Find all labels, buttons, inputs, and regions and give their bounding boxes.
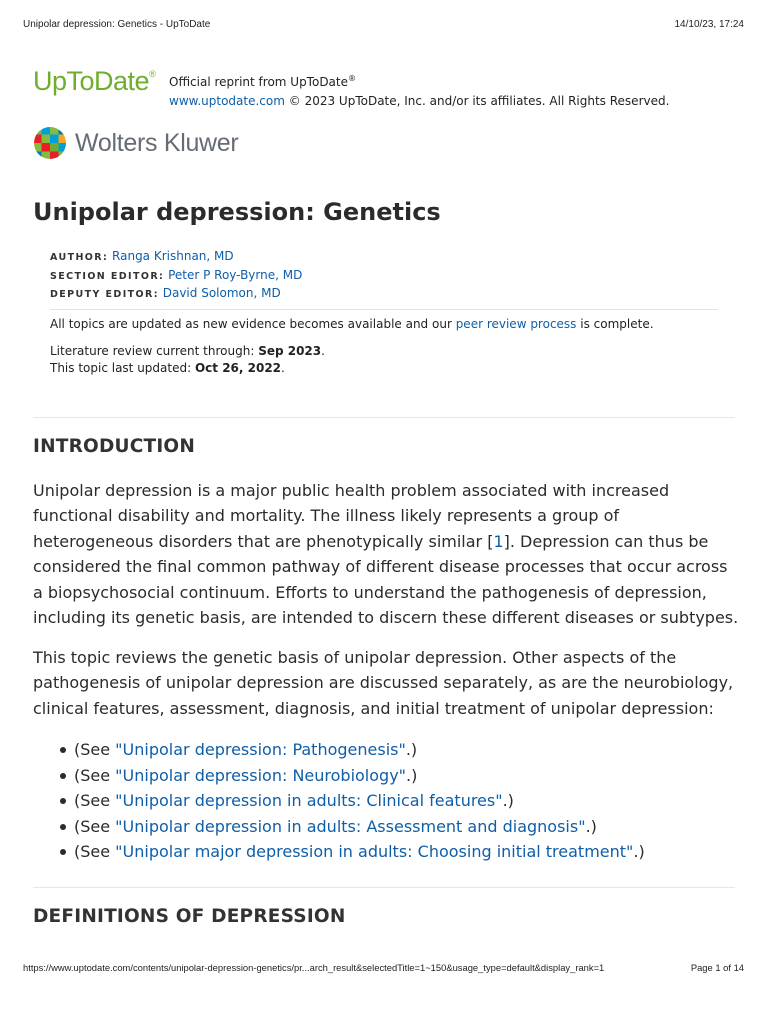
section-heading-definitions: DEFINITIONS OF DEPRESSION bbox=[33, 906, 346, 927]
print-footer-page: Page 1 of 14 bbox=[690, 962, 744, 973]
topic-link-pathogenesis[interactable]: "Unipolar depression: Pathogenesis" bbox=[115, 740, 406, 759]
wolters-kluwer-logo bbox=[33, 126, 293, 162]
list-item: (See "Unipolar major depression in adults: Choosing initial treatment".) bbox=[58, 839, 645, 865]
page-title: Unipolar depression: Genetics bbox=[33, 198, 441, 226]
divider bbox=[33, 887, 735, 888]
print-header-datetime: 14/10/23, 17:24 bbox=[674, 19, 744, 30]
reference-link[interactable]: 1 bbox=[493, 531, 504, 551]
contributor-role: AUTHOR: bbox=[50, 252, 109, 263]
review-dates bbox=[50, 343, 325, 377]
list-item: (See "Unipolar depression: Neurobiology".) bbox=[58, 763, 645, 789]
wolters-kluwer-name: Wolters Kluwer bbox=[75, 129, 239, 157]
peer-review-link[interactable]: peer review process bbox=[455, 317, 577, 331]
introduction-paragraph-1: Unipolar depression is a major public health problem associated with increased functional disability and mortality. The illness likely represents a group of heterogeneous disorders that are phenotypically similar [1]. Depression can thus be considered the final common pathway of different disease processes that occur across a biopsychosocial continuum. Efforts to understand the pathogenesis of depression, including its genetic basis, are intended to discern these different diseases or subtypes. bbox=[33, 481, 739, 628]
contributor-role: SECTION EDITOR: bbox=[50, 270, 165, 282]
brand-row bbox=[33, 66, 733, 106]
uptodate-site-link[interactable]: www.uptodate.com bbox=[169, 94, 285, 108]
print-header bbox=[23, 19, 744, 33]
topic-link-assessment-diagnosis[interactable]: "Unipolar depression in adults: Assessment and diagnosis" bbox=[115, 816, 586, 836]
print-footer bbox=[23, 962, 744, 976]
divider bbox=[33, 417, 735, 418]
contributor-link[interactable]: Ranga Krishnan, MD bbox=[112, 249, 234, 263]
list-item: (See "Unipolar depression in adults: Clinical features".) bbox=[58, 788, 645, 814]
last-updated-date: This topic last updated: Oct 26, 2022. bbox=[50, 361, 285, 375]
list-item: (See "Unipolar depression: Pathogenesis".) bbox=[58, 737, 645, 763]
contributors bbox=[50, 248, 302, 304]
reprint-line: Official reprint from UpToDate bbox=[169, 75, 348, 89]
topic-link-clinical-features[interactable]: "Unipolar depression in adults: Clinical features" bbox=[115, 791, 503, 810]
print-footer-url: https://www.uptodate.com/contents/unipolar-depression-genetics/pr...arch_result&selectedTitle=1~150&usage_type=default&display_rank=1 bbox=[23, 962, 605, 973]
reprint-notice: Official reprint from UpToDate® www.uptodate.com © 2023 UpToDate, Inc. and/or its affiliates. All Rights Reserved. bbox=[169, 74, 670, 108]
print-header-title: Unipolar depression: Genetics - UpToDate bbox=[23, 19, 211, 30]
list-item: (See "Unipolar depression in adults: Assessment and diagnosis".) bbox=[58, 814, 645, 840]
introduction-paragraph-2: This topic reviews the genetic basis of unipolar depression. Other aspects of the pathogenesis of unipolar depression are discussed separately, as are the neurobiology, clinical features, assessment, diagnosis, and initial treatment of unipolar depression: bbox=[33, 648, 734, 718]
contributor-author bbox=[50, 248, 302, 267]
contributor-link[interactable]: David Solomon, MD bbox=[162, 286, 281, 300]
topic-link-neurobiology[interactable]: "Unipolar depression: Neurobiology" bbox=[115, 765, 407, 785]
divider bbox=[50, 309, 718, 310]
update-notice: All topics are updated as new evidence becomes available and our peer review process is complete. bbox=[50, 317, 654, 331]
contributor-deputy-editor bbox=[50, 285, 302, 304]
section-heading-introduction: INTRODUCTION bbox=[33, 436, 196, 457]
see-also-list bbox=[58, 737, 645, 865]
uptodate-logo[interactable]: UpToDate® bbox=[33, 66, 156, 96]
copyright-text: © 2023 UpToDate, Inc. and/or its affiliates. All Rights Reserved. bbox=[284, 94, 670, 108]
contributor-role: DEPUTY EDITOR: bbox=[50, 289, 159, 300]
topic-link-initial-treatment[interactable]: "Unipolar major depression in adults: Choosing initial treatment" bbox=[115, 842, 634, 861]
contributor-section-editor bbox=[50, 267, 302, 286]
contributor-link[interactable]: Peter P Roy-Byrne, MD bbox=[168, 267, 303, 282]
literature-review-date: Literature review current through: Sep 2023. bbox=[50, 344, 325, 358]
wolters-kluwer-globe-icon bbox=[33, 126, 67, 160]
